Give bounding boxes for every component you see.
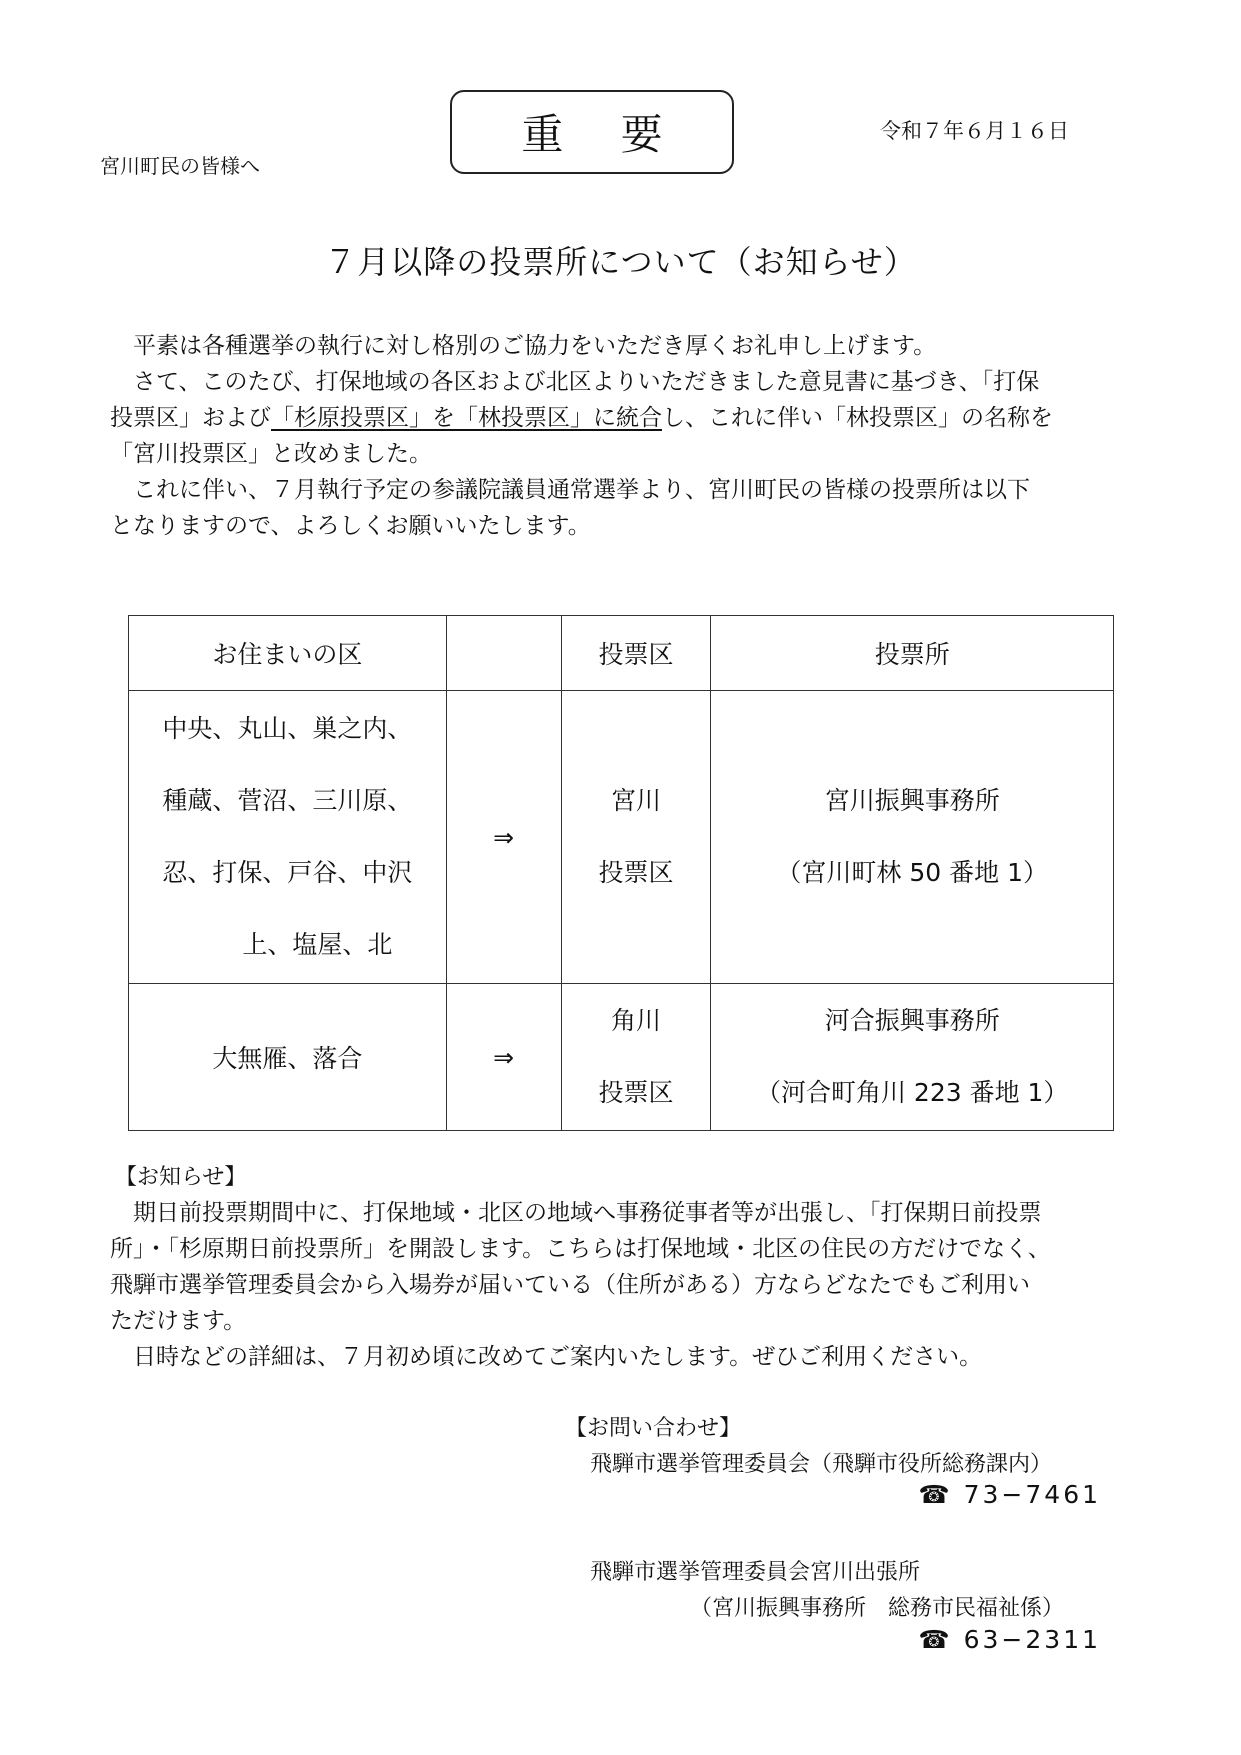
area-line: 上、塩屋、北 [242, 930, 393, 959]
body-text: 投票区」および [110, 405, 271, 431]
header-arrow [446, 616, 561, 691]
body-paragraph-1 [110, 328, 1120, 364]
station-name: 河合振興事務所 [824, 1006, 1000, 1035]
body-paragraph-3 [110, 472, 1120, 544]
contact-phone-2: ☎ 63−2311 [918, 1625, 1101, 1654]
district-name: 角川 [611, 1006, 662, 1035]
polling-station-table [128, 615, 1114, 1131]
notice-line: 飛騨市選挙管理委員会から入場券が届いている（住所がある）方ならどなたでもご利用い [110, 1272, 1030, 1298]
station-cell [711, 984, 1114, 1131]
contact-org-2-dept: （宮川振興事務所 総務市民福祉係） [690, 1596, 1065, 1621]
contact-heading: 【お問い合わせ】 [565, 1416, 742, 1441]
area-line: 中央、丸山、巣之内、 [162, 714, 413, 743]
header-residence: お住まいの区 [129, 616, 447, 691]
district-cell [561, 984, 711, 1131]
addressee: 宮川町民の皆様へ [100, 154, 260, 178]
notice-heading: 【お知らせ】 [115, 1165, 247, 1190]
residence-areas [129, 984, 447, 1131]
arrow-icon: ⇒ [446, 691, 561, 984]
area-line: 大無雁、落合 [212, 1044, 363, 1073]
station-address: （宮川町林 50 番地 1） [776, 858, 1048, 887]
document-date: 令和７年６月１６日 [880, 119, 1069, 143]
body-text: し、これに伴い「林投票区」の名称を [662, 405, 1053, 431]
body-line: となりますので、よろしくお願いいたします。 [110, 513, 591, 539]
arrow-icon: ⇒ [446, 984, 561, 1131]
notice-paragraph [110, 1195, 1120, 1375]
table-header-row [129, 616, 1114, 691]
contact-org-2: 飛騨市選挙管理委員会宮川出張所 [590, 1560, 921, 1585]
area-line: 種蔵、菅沼、三川原、 [162, 786, 413, 815]
body-line [110, 400, 1120, 436]
notice-line: ただけます。 [110, 1308, 247, 1334]
residence-areas [129, 691, 447, 984]
contact-org-1: 飛騨市選挙管理委員会（飛騨市役所総務課内） [590, 1452, 1053, 1477]
header-district: 投票区 [561, 616, 711, 691]
body-line: これに伴い、７月執行予定の参議院議員通常選挙より、宮川町民の皆様の投票所は以下 [133, 477, 1030, 503]
page-title: ７月以降の投票所について（お知らせ） [324, 243, 917, 281]
notice-line: 日時などの詳細は、７月初め頃に改めてご案内いたします。ぜひご利用ください。 [133, 1344, 983, 1370]
contact-phone-1: ☎ 73−7461 [918, 1480, 1101, 1509]
district-cell [561, 691, 711, 984]
notice-line: 期日前投票期間中に、打保地域・北区の地域へ事務従事者等が出張し、「打保期日前投票 [133, 1200, 1042, 1226]
notice-line: 所」・「杉原期日前投票所」を開設します。こちらは打保地域・北区の住民の方だけでなく、 [110, 1236, 1051, 1262]
body-line: さて、このたび、打保地域の各区および北区よりいただきました意見書に基づき、「打保 [133, 369, 1040, 395]
body-line: 平素は各種選挙の執行に対し格別のご協力をいただき厚くお礼申し上げます。 [133, 333, 937, 359]
district-suffix: 投票区 [598, 858, 674, 887]
table-row [129, 691, 1114, 984]
station-name: 宮川振興事務所 [824, 786, 1000, 815]
station-address: （河合町角川 223 番地 1） [755, 1078, 1069, 1107]
body-paragraph-2 [110, 364, 1120, 472]
table-row [129, 984, 1114, 1131]
body-line: 「宮川投票区」と改めました。 [110, 441, 432, 467]
underlined-text: 「杉原投票区」を「林投票区」に統合 [271, 405, 662, 431]
district-suffix: 投票区 [598, 1078, 674, 1107]
important-label: 重 要 [450, 90, 734, 174]
station-cell [711, 691, 1114, 984]
header-station: 投票所 [711, 616, 1114, 691]
area-line: 忍、打保、戸谷、中沢 [162, 858, 413, 887]
district-name: 宮川 [611, 786, 662, 815]
